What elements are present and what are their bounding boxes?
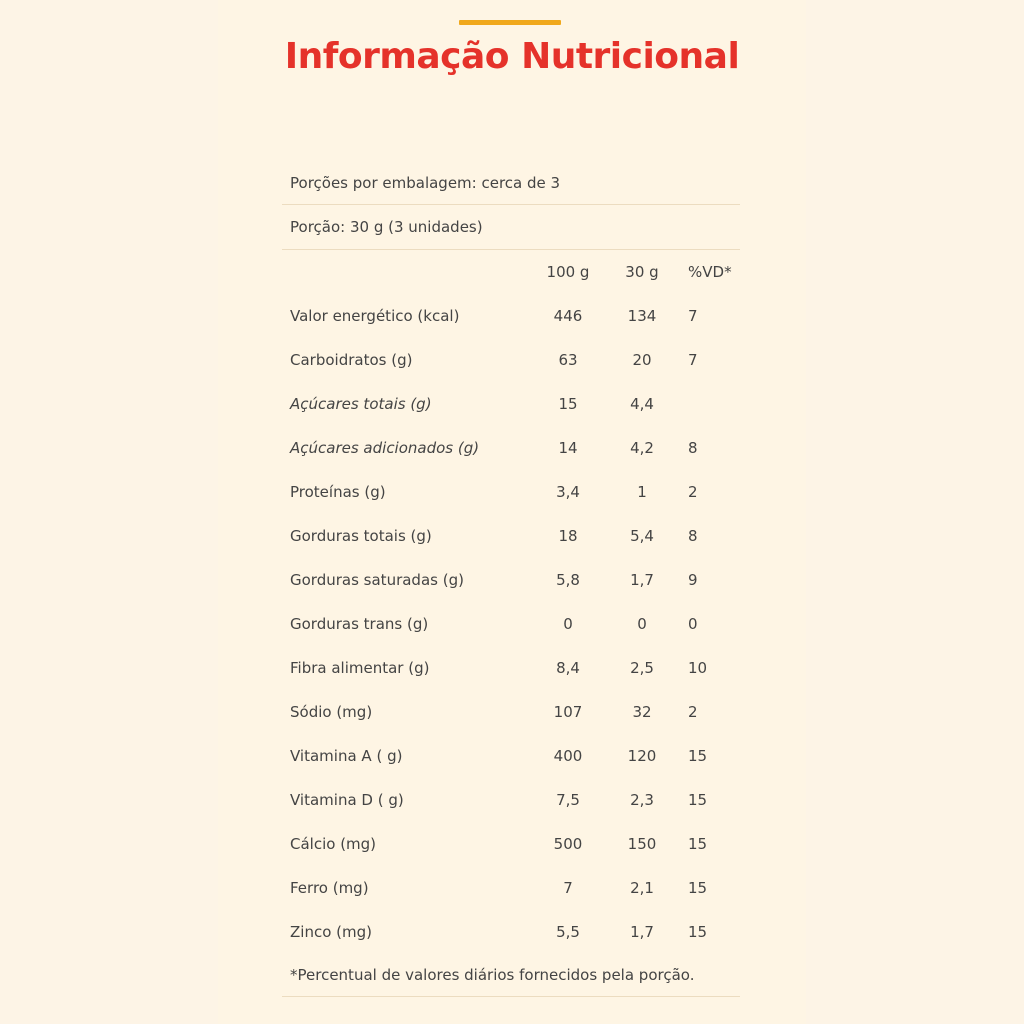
nutrient-name: Gorduras trans (g)	[290, 615, 429, 633]
value-30g: 32	[632, 703, 652, 721]
value-100g: 400	[553, 747, 583, 765]
value-100g: 3,4	[556, 483, 580, 501]
value-100g: 14	[558, 439, 578, 457]
value-vd: 8	[688, 439, 698, 457]
nutrient-name: Gorduras saturadas (g)	[290, 571, 464, 589]
value-vd: 8	[688, 527, 698, 545]
value-30g: 2,1	[630, 879, 654, 897]
value-30g: 4,4	[630, 395, 654, 413]
table-row	[282, 558, 740, 602]
value-100g: 0	[563, 615, 573, 633]
value-vd: 15	[688, 791, 708, 809]
table-row	[282, 338, 740, 382]
value-30g: 1	[637, 483, 647, 501]
value-vd: 2	[688, 703, 698, 721]
value-100g: 7	[563, 879, 573, 897]
column-header-vd: %VD*	[688, 263, 732, 281]
nutrient-rows	[282, 294, 740, 954]
value-100g: 18	[558, 527, 578, 545]
value-30g: 2,3	[630, 791, 654, 809]
value-100g: 500	[553, 835, 583, 853]
value-30g: 2,5	[630, 659, 654, 677]
column-header-30g: 30 g	[625, 263, 659, 281]
value-vd: 15	[688, 835, 708, 853]
nutrient-name: Açúcares totais (g)	[290, 395, 432, 413]
nutrient-name: Vitamina D ( g)	[290, 791, 404, 809]
nutrient-name: Cálcio (mg)	[290, 835, 377, 853]
value-30g: 4,2	[630, 439, 654, 457]
page-title: Informação Nutricional	[284, 36, 740, 77]
value-vd: 15	[688, 747, 708, 765]
nutrient-name: Vitamina A ( g)	[290, 747, 403, 765]
value-100g: 15	[558, 395, 578, 413]
value-100g: 107	[553, 703, 583, 721]
value-vd: 7	[688, 307, 698, 325]
table-row	[282, 734, 740, 778]
nutrient-name: Fibra alimentar (g)	[290, 659, 430, 677]
value-30g: 5,4	[630, 527, 654, 545]
value-100g: 63	[558, 351, 578, 369]
table-row	[282, 690, 740, 734]
value-30g: 120	[627, 747, 657, 765]
value-30g: 20	[632, 351, 652, 369]
value-100g: 5,5	[556, 923, 580, 941]
servings-per-package: Porções por embalagem: cerca de 3	[282, 162, 740, 205]
value-30g: 150	[627, 835, 657, 853]
table-row	[282, 426, 740, 470]
value-vd: 15	[688, 879, 708, 897]
column-header-100g: 100 g	[546, 263, 590, 281]
table-row	[282, 382, 740, 426]
table-header	[282, 250, 740, 294]
value-vd: 0	[688, 615, 698, 633]
nutrient-name: Sódio (mg)	[290, 703, 373, 721]
table-row	[282, 602, 740, 646]
value-100g: 446	[553, 307, 583, 325]
footnote: *Percentual de valores diários fornecidos pela porção.	[282, 954, 740, 997]
nutrient-name: Proteínas (g)	[290, 483, 386, 501]
table-row	[282, 866, 740, 910]
value-30g: 134	[627, 307, 657, 325]
value-vd: 10	[688, 659, 708, 677]
table-row	[282, 910, 740, 954]
nutrient-name: Valor energético (kcal)	[290, 307, 460, 325]
table-row	[282, 646, 740, 690]
nutrition-table	[282, 162, 740, 997]
nutrient-name: Açúcares adicionados (g)	[290, 439, 480, 457]
nutrient-name: Zinco (mg)	[290, 923, 372, 941]
table-row	[282, 822, 740, 866]
serving-size: Porção: 30 g (3 unidades)	[282, 205, 740, 250]
table-row	[282, 514, 740, 558]
value-vd: 9	[688, 571, 698, 589]
value-100g: 5,8	[556, 571, 580, 589]
nutrient-name: Carboidratos (g)	[290, 351, 413, 369]
value-100g: 8,4	[556, 659, 580, 677]
table-row	[282, 778, 740, 822]
table-row	[282, 294, 740, 338]
value-30g: 1,7	[630, 571, 654, 589]
accent-bar	[459, 20, 561, 25]
value-vd: 15	[688, 923, 708, 941]
nutrient-name: Ferro (mg)	[290, 879, 369, 897]
value-vd: 7	[688, 351, 698, 369]
table-row	[282, 470, 740, 514]
value-100g: 7,5	[556, 791, 580, 809]
nutrient-name: Gorduras totais (g)	[290, 527, 432, 545]
value-30g: 0	[637, 615, 647, 633]
value-30g: 1,7	[630, 923, 654, 941]
value-vd: 2	[688, 483, 698, 501]
